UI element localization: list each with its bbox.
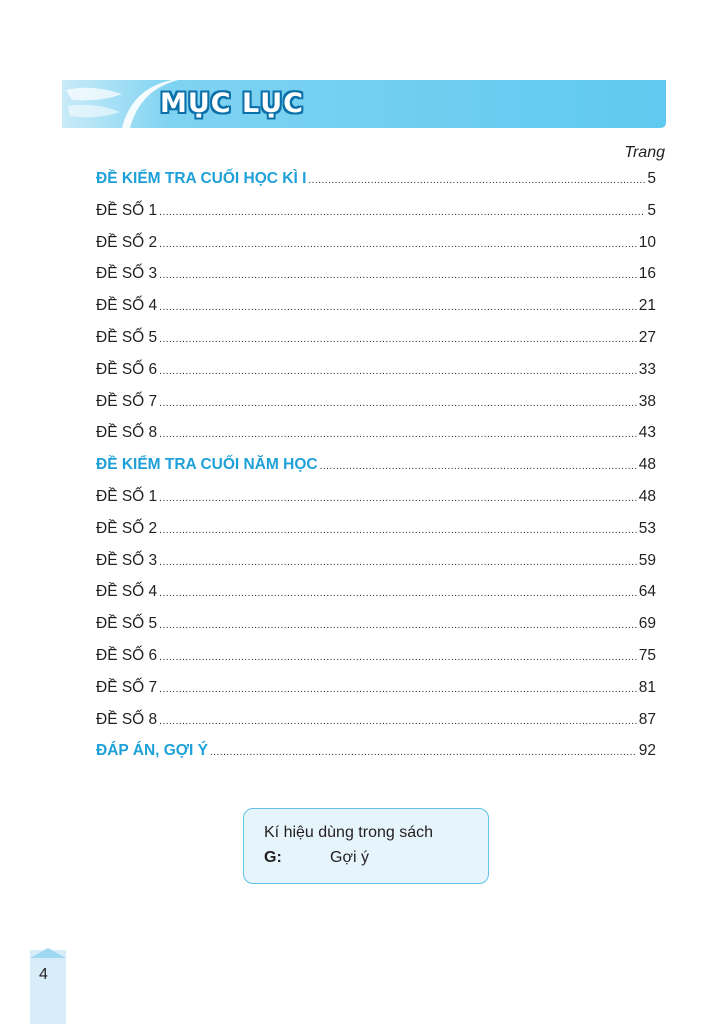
dot-leader (159, 520, 637, 538)
toc-entry-title: ĐỀ SỐ 6 (96, 646, 158, 664)
dot-leader (159, 488, 637, 506)
toc-entry-title: ĐỀ SỐ 2 (96, 519, 158, 537)
toc-entry-page: 59 (638, 551, 656, 569)
toc-entry-row (96, 202, 656, 234)
dot-leader (159, 393, 637, 411)
toc-section-row (96, 742, 656, 774)
toc-section-row (96, 456, 656, 488)
toc-entry-row (96, 393, 656, 425)
dot-leader (159, 552, 637, 570)
page-tab-cap-icon (30, 948, 66, 958)
toc-entry-title: ĐỀ KIỂM TRA CUỐI NĂM HỌC (96, 456, 318, 474)
toc-entry-title: ĐỀ SỐ 2 (96, 233, 158, 251)
toc-entry-page: 64 (638, 583, 656, 601)
toc-entry-row (96, 647, 656, 679)
toc-entry-row (96, 234, 656, 266)
toc-entry-row (96, 265, 656, 297)
toc-entry-title: ĐỀ SỐ 1 (96, 201, 158, 219)
toc-entry-page: 92 (638, 742, 656, 760)
page-column-label: Trang (624, 144, 665, 161)
dot-leader (159, 647, 637, 665)
dot-leader (159, 265, 637, 283)
toc-entry-title: ĐỀ SỐ 3 (96, 551, 158, 569)
toc-entry-page: 43 (638, 424, 656, 442)
toc-entry-page: 10 (638, 233, 656, 251)
toc-entry-title: ĐỀ SỐ 4 (96, 583, 158, 601)
dot-leader (210, 742, 637, 760)
dot-leader (159, 583, 637, 601)
toc-entry-row (96, 711, 656, 743)
page-title: MỤC LỤC (160, 88, 304, 119)
dot-leader (159, 615, 637, 633)
toc-entry-title: ĐỀ SỐ 1 (96, 487, 158, 505)
toc-entry-title: ĐỀ SỐ 3 (96, 265, 158, 283)
toc-entry-page: 33 (638, 360, 656, 378)
page-number: 4 (39, 966, 48, 983)
table-of-contents (96, 170, 656, 774)
toc-entry-page: 48 (638, 487, 656, 505)
toc-entry-page: 48 (638, 456, 656, 474)
toc-entry-title: ĐỀ SỐ 5 (96, 328, 158, 346)
toc-entry-title: ĐỀ KIỂM TRA CUỐI HỌC KÌ I (96, 170, 307, 187)
dot-leader (159, 297, 637, 315)
toc-entry-page: 5 (647, 201, 656, 219)
toc-entry-row (96, 297, 656, 329)
toc-entry-title: ĐỀ SỐ 8 (96, 424, 158, 442)
toc-entry-page: 38 (638, 392, 656, 410)
legend-key: G: (264, 849, 282, 866)
toc-entry-page: 27 (638, 328, 656, 346)
dot-leader (159, 424, 637, 442)
dot-leader (159, 202, 645, 220)
toc-entry-page: 87 (638, 710, 656, 728)
toc-entry-row (96, 615, 656, 647)
dot-leader (159, 329, 637, 347)
legend-box (243, 808, 489, 884)
dot-leader (308, 170, 645, 188)
toc-entry-title: ĐỀ SỐ 5 (96, 615, 158, 633)
toc-entry-page: 81 (638, 678, 656, 696)
toc-entry-row (96, 488, 656, 520)
toc-entry-title: ĐỀ SỐ 8 (96, 710, 158, 728)
toc-entry-page: 75 (638, 646, 656, 664)
toc-entry-title: ĐỀ SỐ 7 (96, 678, 158, 696)
toc-entry-row (96, 552, 656, 584)
toc-entry-page: 53 (638, 519, 656, 537)
banner-ribbon-graphic (62, 80, 666, 128)
dot-leader (159, 679, 637, 697)
toc-entry-row (96, 424, 656, 456)
legend-title: Kí hiệu dùng trong sách (264, 824, 434, 841)
toc-section-row (96, 170, 656, 202)
toc-entry-row (96, 679, 656, 711)
toc-entry-page: 69 (638, 615, 656, 633)
legend-item (264, 847, 488, 871)
header-banner (62, 80, 666, 128)
dot-leader (159, 361, 637, 379)
toc-entry-row (96, 520, 656, 552)
toc-entry-title: ĐỀ SỐ 7 (96, 392, 158, 410)
toc-entry-row (96, 583, 656, 615)
toc-entry-page: 21 (638, 297, 656, 315)
toc-entry-title: ĐÁP ÁN, GỢI Ý (96, 742, 208, 760)
toc-entry-page: 16 (638, 265, 656, 283)
toc-entry-title: ĐỀ SỐ 6 (96, 360, 158, 378)
toc-entry-row (96, 361, 656, 393)
toc-entry-title: ĐỀ SỐ 4 (96, 297, 158, 315)
dot-leader (159, 234, 637, 252)
dot-leader (320, 456, 637, 474)
toc-entry-row (96, 329, 656, 361)
dot-leader (159, 711, 637, 729)
toc-entry-page: 5 (647, 170, 656, 187)
page-number-tab (30, 950, 66, 1024)
legend-meaning: Gợi ý (330, 849, 369, 866)
